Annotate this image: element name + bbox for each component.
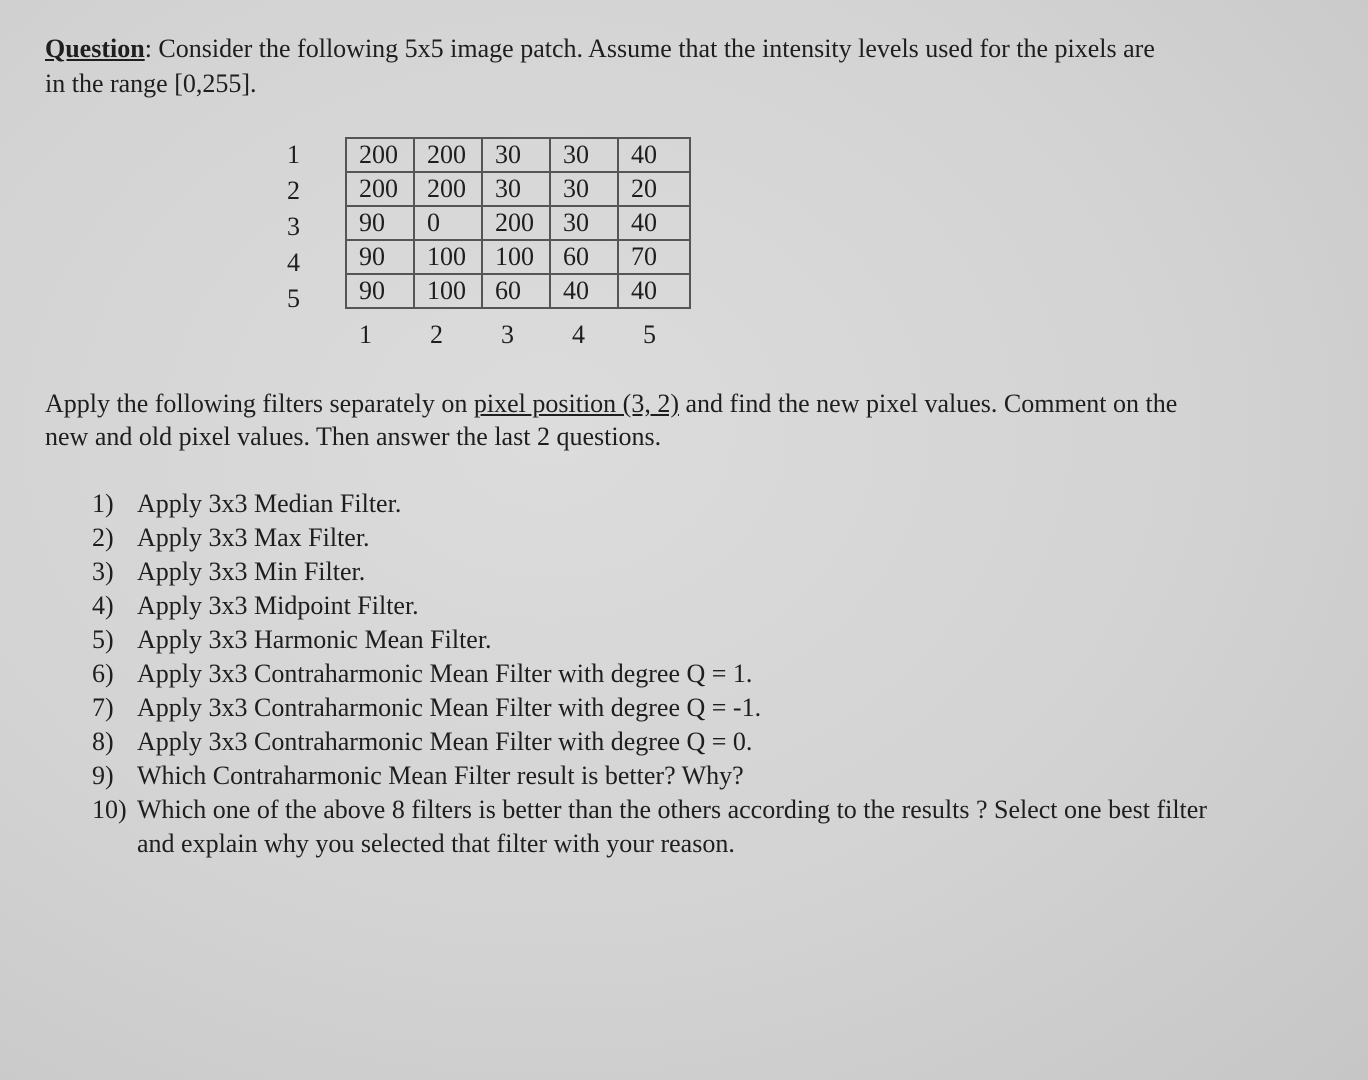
- col-label: 2: [430, 320, 443, 349]
- patch-cell: 60: [482, 274, 550, 308]
- row-label: 3: [287, 212, 300, 241]
- instructions-line-1: [45, 389, 1177, 419]
- row-label: 4: [287, 248, 300, 277]
- col-label: 1: [359, 320, 372, 349]
- instructions-line-2: new and old pixel values. Then answer the last 2 questions.: [45, 422, 662, 451]
- patch-cell: 20: [618, 172, 690, 206]
- patch-cell: 40: [550, 274, 618, 308]
- patch-cell: 200: [346, 172, 414, 206]
- task-text: Apply 3x3 Contraharmonic Mean Filter with degree Q = -1.: [137, 693, 762, 722]
- patch-cell: 40: [618, 206, 690, 240]
- task-item: [92, 489, 401, 519]
- instructions-text: Apply the following filters separately on: [45, 389, 474, 418]
- task-number: 3): [92, 557, 114, 586]
- image-patch-table: [345, 137, 691, 309]
- patch-cell: 100: [482, 240, 550, 274]
- patch-cell: 70: [618, 240, 690, 274]
- task-number: 10): [92, 795, 127, 824]
- task-item: [92, 795, 1207, 825]
- task-text: Apply 3x3 Max Filter.: [137, 523, 370, 552]
- question-text: : Consider the following 5x5 image patch. Assume that the intensity levels used for the pixels are: [144, 34, 1155, 63]
- task-number: 8): [92, 727, 114, 756]
- task-text: Apply 3x3 Contraharmonic Mean Filter with degree Q = 0.: [137, 727, 753, 756]
- patch-row: [346, 274, 690, 308]
- patch-cell: 40: [618, 138, 690, 172]
- patch-cell: 200: [482, 206, 550, 240]
- col-label: 5: [643, 320, 656, 349]
- task-text: Which one of the above 8 filters is better than the others according to the results ? Select one best filter: [137, 795, 1207, 824]
- task-item: [92, 659, 752, 689]
- task-item: [92, 591, 419, 621]
- task-item: [92, 557, 365, 587]
- question-line-2: in the range [0,255].: [45, 69, 257, 98]
- task-number: 5): [92, 625, 114, 654]
- patch-cell: 200: [414, 172, 482, 206]
- patch-cell: 30: [550, 206, 618, 240]
- patch-cell: 30: [550, 138, 618, 172]
- col-label: 3: [501, 320, 514, 349]
- task-text: Which Contraharmonic Mean Filter result is better? Why?: [137, 761, 744, 790]
- patch-cell: 40: [618, 274, 690, 308]
- patch-cell: 30: [482, 138, 550, 172]
- task-number: 2): [92, 523, 114, 552]
- row-label: 5: [287, 284, 300, 313]
- task-number: 4): [92, 591, 114, 620]
- task-text: Apply 3x3 Harmonic Mean Filter.: [137, 625, 492, 654]
- patch-row: [346, 240, 690, 274]
- patch-cell: 30: [482, 172, 550, 206]
- task-number: 7): [92, 693, 114, 722]
- row-label: 1: [287, 140, 300, 169]
- task-text-continuation: and explain why you selected that filter with your reason.: [137, 829, 735, 858]
- question-label: Question: [45, 34, 145, 63]
- task-text: Apply 3x3 Median Filter.: [137, 489, 402, 518]
- task-number: 6): [92, 659, 114, 688]
- col-label: 4: [572, 320, 585, 349]
- task-text: Apply 3x3 Min Filter.: [137, 557, 366, 586]
- patch-cell: 90: [346, 240, 414, 274]
- task-item: [92, 727, 752, 757]
- instructions-text: and find the new pixel values. Comment on the: [679, 389, 1178, 418]
- patch-cell: 90: [346, 274, 414, 308]
- patch-cell: 100: [414, 240, 482, 274]
- patch-cell: 30: [550, 172, 618, 206]
- task-item: [92, 761, 744, 791]
- task-number: 9): [92, 761, 114, 790]
- task-item: [92, 523, 370, 553]
- task-number: 1): [92, 489, 114, 518]
- patch-row: [346, 138, 690, 172]
- task-item: [92, 625, 492, 655]
- task-text: Apply 3x3 Midpoint Filter.: [137, 591, 419, 620]
- patch-cell: 90: [346, 206, 414, 240]
- task-item: [92, 693, 761, 723]
- pixel-position: pixel position (3, 2): [473, 389, 679, 418]
- patch-cell: 100: [414, 274, 482, 308]
- patch-row: [346, 172, 690, 206]
- patch-cell: 200: [346, 138, 414, 172]
- row-label: 2: [287, 176, 300, 205]
- patch-cell: 200: [414, 138, 482, 172]
- question-line-1: [45, 34, 1155, 64]
- patch-cell: 60: [550, 240, 618, 274]
- patch-cell: 0: [414, 206, 482, 240]
- patch-row: [346, 206, 690, 240]
- task-text: Apply 3x3 Contraharmonic Mean Filter with degree Q = 1.: [137, 659, 753, 688]
